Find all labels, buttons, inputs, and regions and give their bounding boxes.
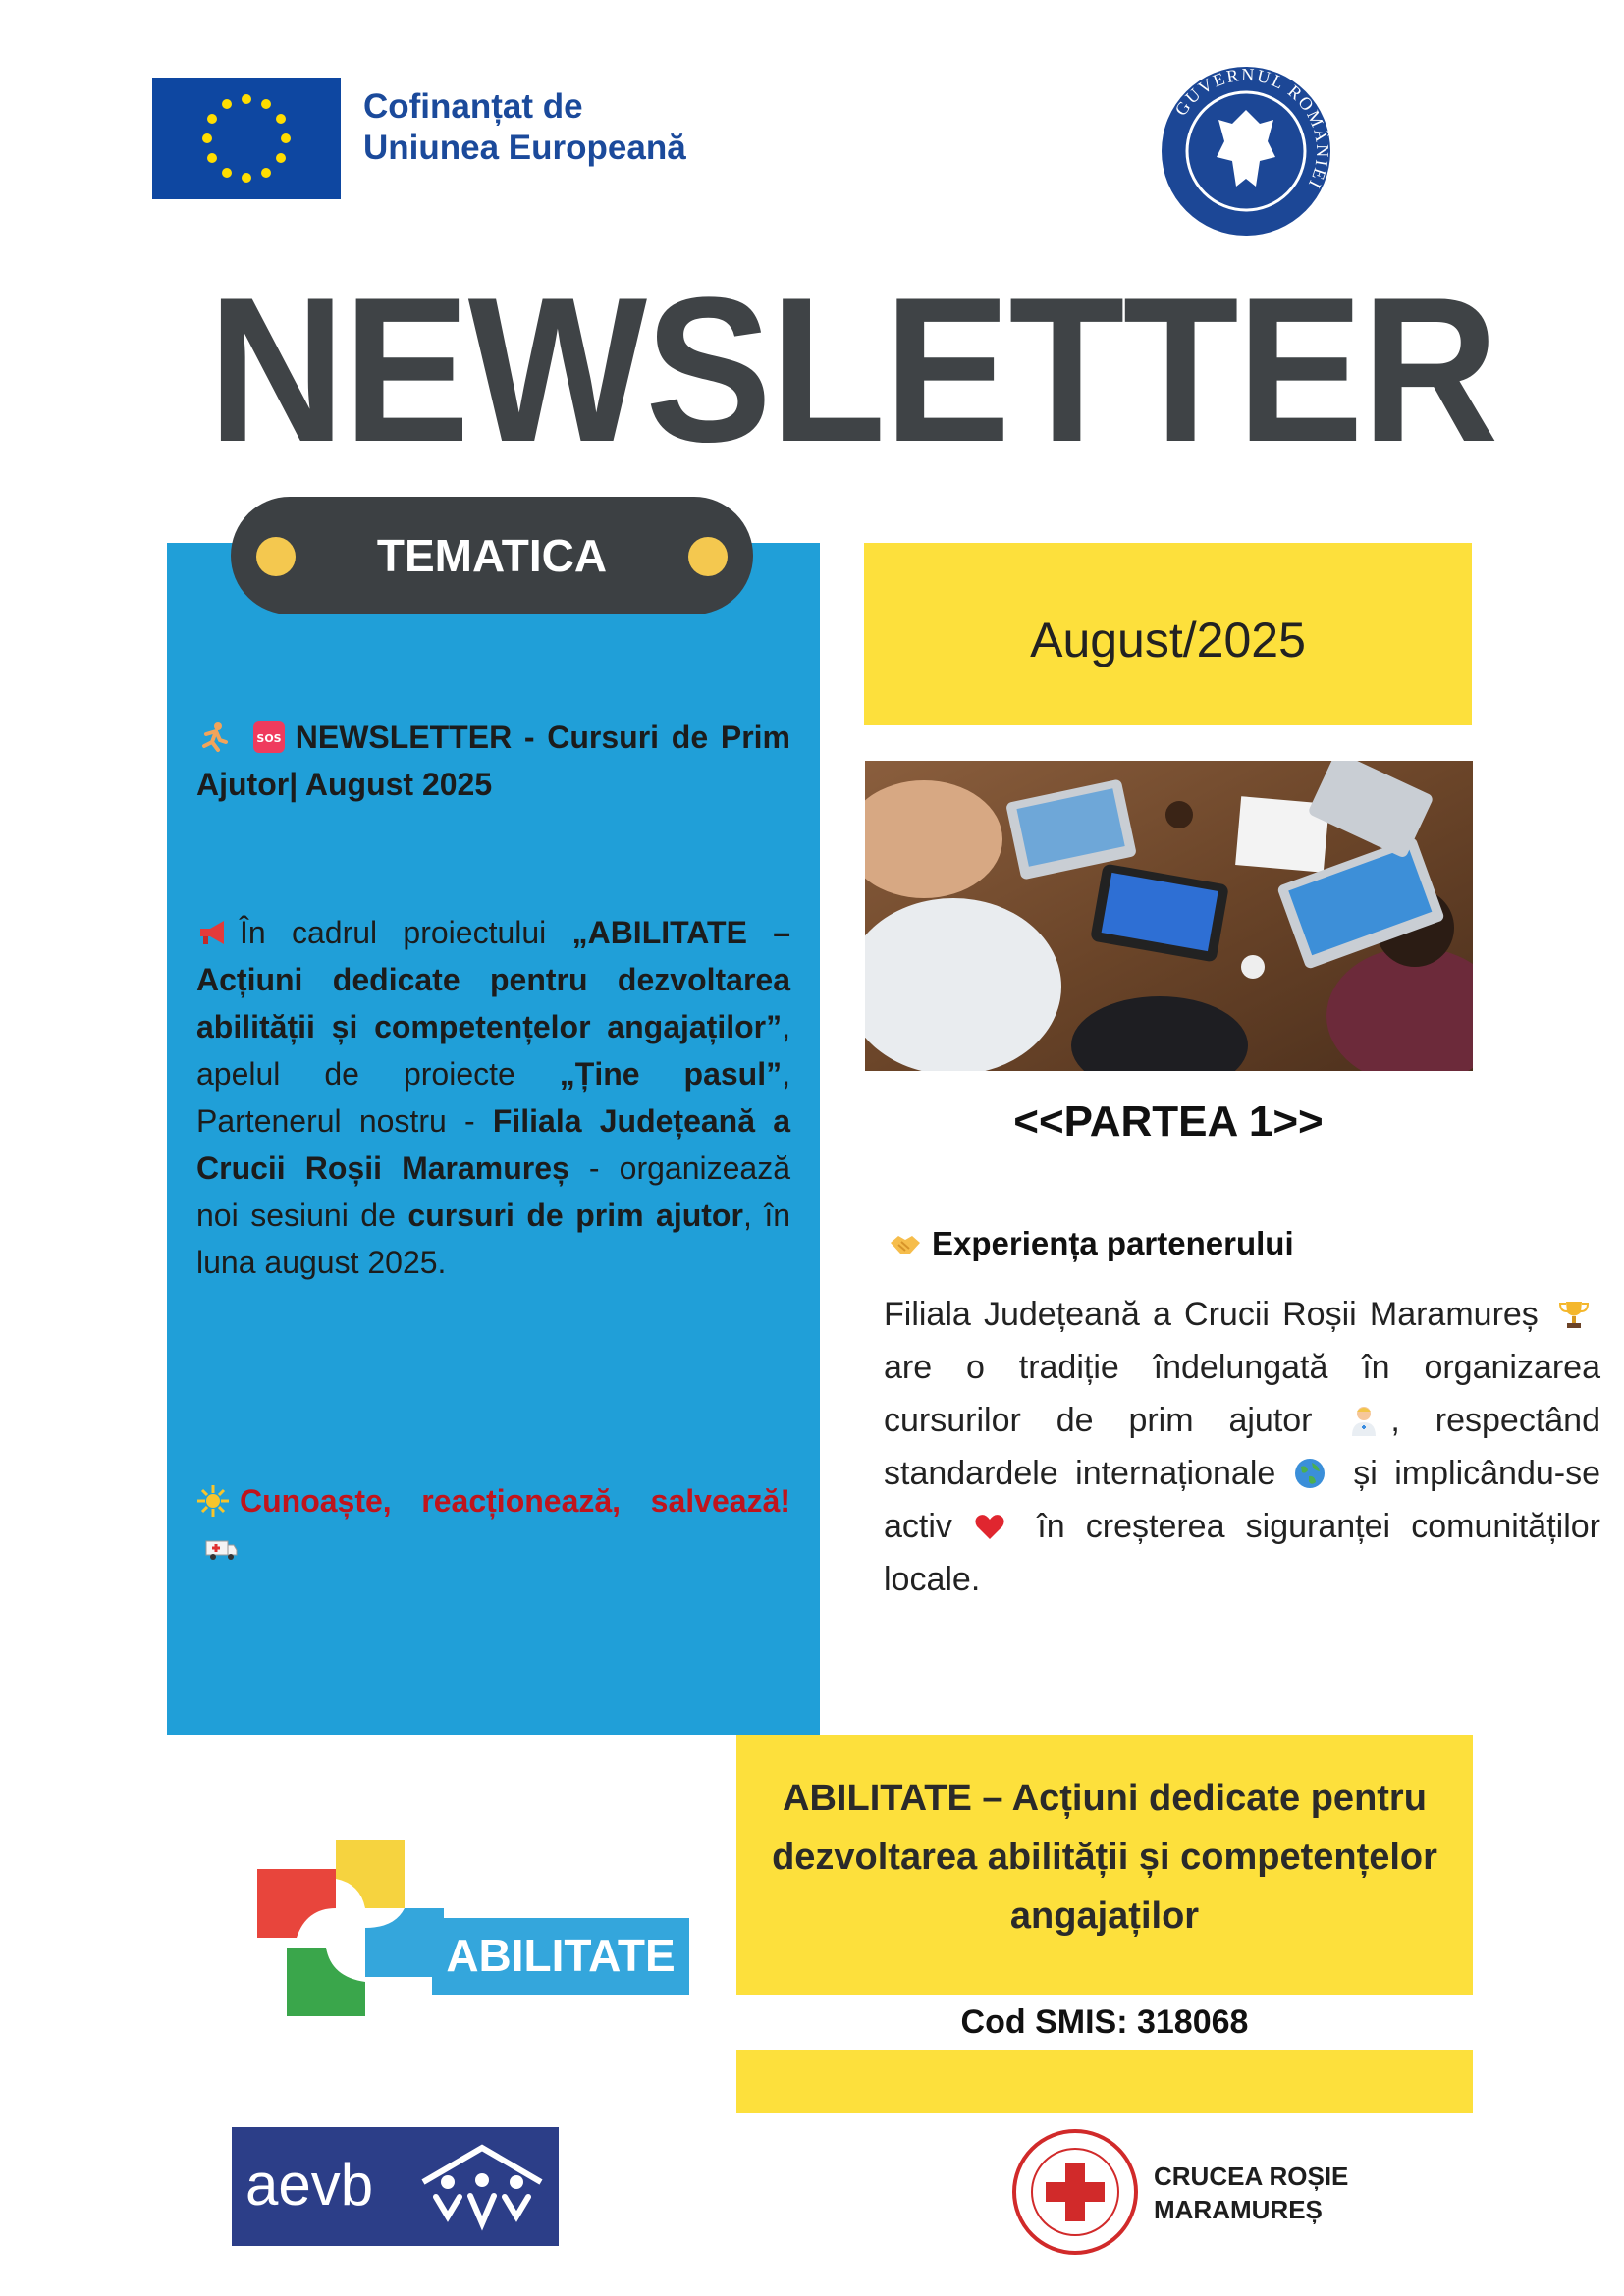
intro-part1: În cadrul proiectului	[240, 915, 572, 950]
partner-experience-body	[884, 1288, 1600, 1606]
intro-paragraph	[196, 909, 790, 1286]
eu-flag-logo	[152, 78, 341, 199]
romanian-government-seal	[1158, 63, 1334, 240]
aevb-logo-text: aevb	[245, 2152, 374, 2217]
smis-code: Cod SMIS: 318068	[960, 2003, 1249, 2041]
abilitate-logo-text: ABILITATE	[446, 1930, 676, 1981]
runner-icon	[196, 721, 230, 754]
eu-text-line2: Uniunea Europeană	[363, 129, 686, 167]
globe-icon	[1293, 1457, 1326, 1490]
megaphone-icon	[196, 916, 230, 949]
tematica-badge	[231, 497, 753, 614]
crucea-rosie-text	[1154, 2160, 1348, 2226]
intro-part2: , apelul de proiecte	[196, 1009, 790, 1092]
eu-text-line1: Cofinanțat de	[363, 87, 583, 126]
red-cross-seal-icon	[1011, 2128, 1139, 2256]
tematica-label: TEMATICA	[376, 530, 608, 581]
partner-experience-heading	[889, 1225, 1294, 1262]
part-label: <<PARTEA 1>>	[1013, 1097, 1324, 1146]
intro-partner-name: Filiala Județeană a Crucii Roșii Maramureș	[196, 1103, 791, 1186]
crucea-rosie-line1: CRUCEA ROȘIE	[1154, 2162, 1349, 2191]
smis-strip	[736, 1995, 1473, 2050]
handshake-icon	[889, 1227, 922, 1260]
experience-body-part4: și implicându-se activ	[884, 1455, 1600, 1545]
slogan	[196, 1477, 790, 1572]
sparkle-icon	[196, 1484, 230, 1518]
newsletter-headline	[196, 714, 790, 808]
experience-body-part3: , respectând standardele internaționale	[884, 1402, 1601, 1492]
crucea-rosie-logo	[1011, 2128, 1384, 2266]
ambulance-icon	[204, 1531, 238, 1565]
experience-body-part2: are o tradiție îndelungată în organizarea cursurilor de prim ajutor	[884, 1349, 1600, 1439]
intro-part3: , Partenerul nostru -	[196, 1056, 791, 1139]
newsletter-title: NEWSLETTER	[208, 254, 1497, 485]
aevb-people-icon	[418, 2143, 546, 2231]
gov-seal-text: GUVERNUL ROMÂNIEI	[1170, 64, 1333, 193]
newsletter-date: August/2025	[1030, 613, 1306, 667]
sos-icon	[252, 721, 286, 754]
eu-stars-icon	[152, 78, 341, 199]
health-worker-icon	[1347, 1404, 1380, 1437]
intro-part5: , în luna august 2025.	[196, 1198, 791, 1280]
aevb-logo	[232, 2127, 559, 2246]
experience-body-part1: Filiala Județeană a Crucii Roșii Maramureș	[884, 1296, 1539, 1333]
experience-heading-text: Experiența partenerului	[932, 1225, 1294, 1261]
abilitate-logo	[257, 1840, 699, 2036]
intro-course-type: cursuri de prim ajutor	[407, 1198, 743, 1233]
eu-cofinance-text	[363, 86, 815, 169]
intro-project-name: „ABILITATE – Acțiuni dedicate pentru dezvoltarea abilității și competențelor angajaților”	[196, 915, 791, 1044]
experience-body-part5: în creșterea siguranței comunităților locale.	[884, 1508, 1600, 1598]
team-meeting-photo	[865, 761, 1473, 1071]
intro-call-name: „Ține pasul”	[559, 1056, 783, 1092]
crucea-rosie-line2: MARAMUREȘ	[1154, 2195, 1323, 2224]
svg-text:SOS: SOS	[256, 732, 282, 745]
headline-text: NEWSLETTER - Cursuri de Prim Ajutor| August 2025	[196, 720, 791, 802]
trophy-icon	[1557, 1298, 1591, 1331]
date-banner	[864, 543, 1472, 725]
project-title: ABILITATE – Acțiuni dedicate pentru dezvoltarea abilității și competențelor angajaților	[772, 1778, 1437, 1937]
slogan-text: Cunoaște, reacționează, salvează!	[240, 1483, 790, 1519]
intro-part4: - organizează noi sesiuni de	[196, 1150, 791, 1233]
heart-icon	[973, 1510, 1006, 1543]
project-info-box	[736, 1735, 1473, 2113]
